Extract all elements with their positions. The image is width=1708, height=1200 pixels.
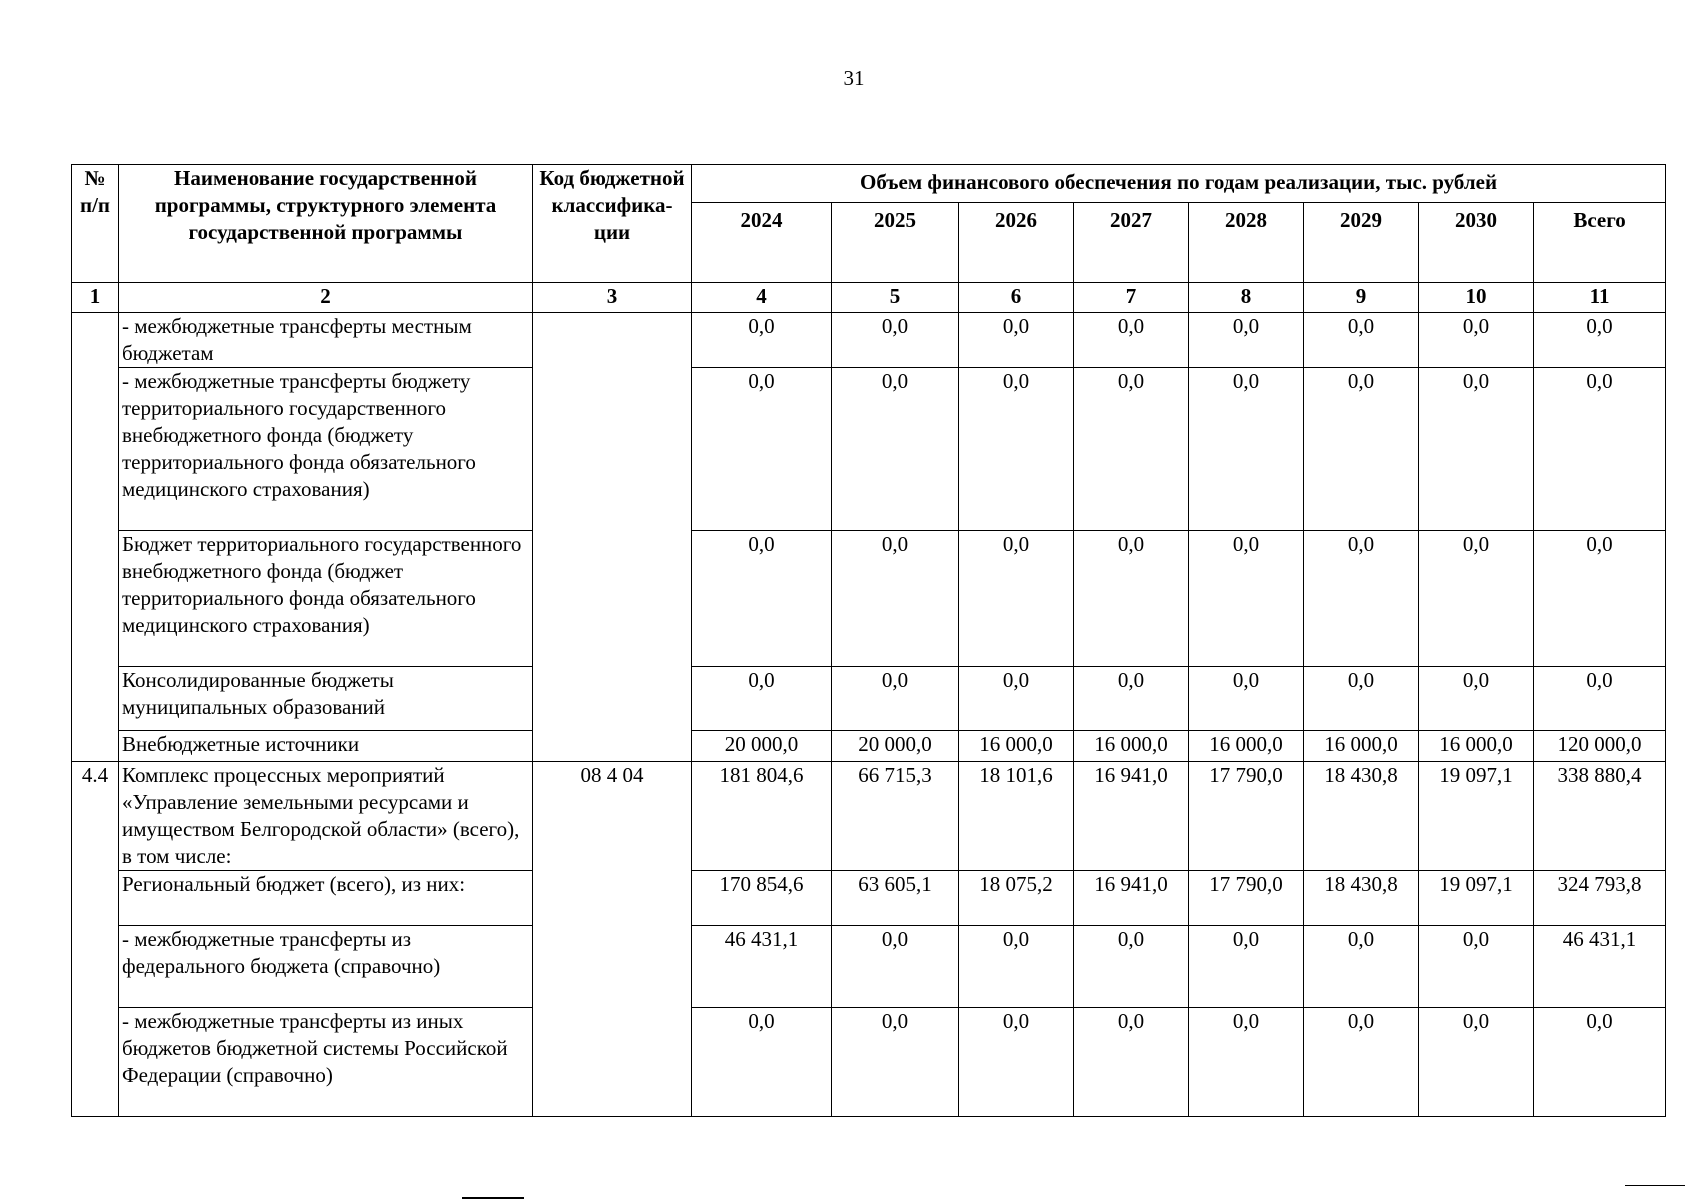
row-value: 0,0: [1534, 1008, 1666, 1117]
page-number: 31: [843, 66, 865, 90]
table-row: [72, 531, 1666, 667]
row-value: 17 790,0: [1189, 762, 1304, 871]
scan-artifact-line: [1625, 1185, 1685, 1186]
header-year: 2030: [1419, 203, 1534, 283]
scan-artifact-line: [462, 1197, 524, 1199]
row-value: 0,0: [1304, 926, 1419, 1008]
row-name: - межбюджетные трансферты местным бюджетам: [119, 313, 533, 368]
row-value: 0,0: [959, 926, 1074, 1008]
row-value: 0,0: [1534, 368, 1666, 531]
row-value: 0,0: [1074, 531, 1189, 667]
row-value: 0,0: [1419, 926, 1534, 1008]
table-row: [72, 368, 1666, 531]
row-value: 18 430,8: [1304, 762, 1419, 871]
column-number: 2: [119, 283, 533, 313]
column-number: 3: [533, 283, 692, 313]
row-npp: 4.4: [72, 762, 119, 1117]
row-name: - межбюджетные трансферты бюджету территориального государственного внебюджетного фонда (бюджету территориального фонда обязательного медицинского страхования): [119, 368, 533, 531]
header-name: Наименование государственной программы, структурного элемента государственной программы: [119, 165, 533, 283]
row-value: 16 941,0: [1074, 762, 1189, 871]
row-value: 0,0: [1189, 368, 1304, 531]
row-value: 0,0: [692, 667, 832, 731]
header-volume: Объем финансового обеспечения по годам реализации, тыс. рублей: [692, 165, 1666, 203]
row-value: 16 941,0: [1074, 871, 1189, 926]
row-value: 18 430,8: [1304, 871, 1419, 926]
header-year: 2024: [692, 203, 832, 283]
column-number: 8: [1189, 283, 1304, 313]
row-value: 66 715,3: [832, 762, 959, 871]
column-number: 5: [832, 283, 959, 313]
row-value: 0,0: [1074, 1008, 1189, 1117]
row-value: 0,0: [1189, 926, 1304, 1008]
row-value: 0,0: [1189, 1008, 1304, 1117]
row-value: 0,0: [1304, 1008, 1419, 1117]
row-value: 0,0: [832, 531, 959, 667]
row-name: Консолидированные бюджеты муниципальных образований: [119, 667, 533, 731]
row-value: 0,0: [832, 368, 959, 531]
row-value: 0,0: [1074, 926, 1189, 1008]
header-total: Всего: [1534, 203, 1666, 283]
row-value: 181 804,6: [692, 762, 832, 871]
column-numbers-row: [72, 283, 1666, 313]
row-name: Региональный бюджет (всего), из них:: [119, 871, 533, 926]
row-value: 0,0: [1189, 531, 1304, 667]
header-year: 2029: [1304, 203, 1419, 283]
row-value: 0,0: [832, 313, 959, 368]
row-value: 0,0: [1304, 531, 1419, 667]
row-name: Бюджет территориального государственного внебюджетного фонда (бюджет территориального фонда обязательного медицинского страхования): [119, 531, 533, 667]
table-row: [72, 926, 1666, 1008]
row-value: 0,0: [1304, 313, 1419, 368]
row-value: 0,0: [959, 313, 1074, 368]
row-value: 0,0: [692, 313, 832, 368]
column-number: 6: [959, 283, 1074, 313]
row-npp-empty: [72, 313, 119, 762]
header-code: Код бюджетной классифика-ции: [533, 165, 692, 283]
row-value: 18 075,2: [959, 871, 1074, 926]
row-value: 0,0: [1074, 313, 1189, 368]
row-value: 0,0: [1534, 667, 1666, 731]
row-value: 16 000,0: [1189, 731, 1304, 762]
row-value: 0,0: [1074, 667, 1189, 731]
row-value: 0,0: [1534, 531, 1666, 667]
header-npp: № п/п: [72, 165, 119, 283]
row-value: 0,0: [959, 368, 1074, 531]
row-value: 120 000,0: [1534, 731, 1666, 762]
row-value: 16 000,0: [1304, 731, 1419, 762]
row-name: - межбюджетные трансферты из федерального бюджета (справочно): [119, 926, 533, 1008]
row-name: Внебюджетные источники: [119, 731, 533, 762]
column-number: 11: [1534, 283, 1666, 313]
row-value: 170 854,6: [692, 871, 832, 926]
header-year: 2027: [1074, 203, 1189, 283]
row-value: 20 000,0: [832, 731, 959, 762]
row-value: 338 880,4: [1534, 762, 1666, 871]
row-value: 17 790,0: [1189, 871, 1304, 926]
row-value: 0,0: [959, 1008, 1074, 1117]
table-row: [72, 313, 1666, 368]
header-year: 2026: [959, 203, 1074, 283]
row-name: - межбюджетные трансферты из иных бюджетов бюджетной системы Российской Федерации (справочно): [119, 1008, 533, 1117]
row-value: 0,0: [1419, 1008, 1534, 1117]
header-year: 2028: [1189, 203, 1304, 283]
row-value: 0,0: [1419, 667, 1534, 731]
header-year: 2025: [832, 203, 959, 283]
row-value: 324 793,8: [1534, 871, 1666, 926]
row-value: 46 431,1: [1534, 926, 1666, 1008]
row-value: 0,0: [1074, 368, 1189, 531]
row-value: 0,0: [832, 667, 959, 731]
row-value: 0,0: [959, 667, 1074, 731]
row-value: 0,0: [1189, 313, 1304, 368]
row-value: 18 101,6: [959, 762, 1074, 871]
row-value: 0,0: [832, 1008, 959, 1117]
column-number: 7: [1074, 283, 1189, 313]
row-value: 0,0: [1304, 368, 1419, 531]
table-row: [72, 1008, 1666, 1117]
row-value: 0,0: [1419, 313, 1534, 368]
row-value: 16 000,0: [1074, 731, 1189, 762]
row-value: 0,0: [959, 531, 1074, 667]
header-row-1: [72, 165, 1666, 203]
column-number: 9: [1304, 283, 1419, 313]
column-number: 4: [692, 283, 832, 313]
row-value: 20 000,0: [692, 731, 832, 762]
row-value: 0,0: [1419, 368, 1534, 531]
table-row: [72, 762, 1666, 871]
row-value: 46 431,1: [692, 926, 832, 1008]
column-number: 10: [1419, 283, 1534, 313]
row-value: 63 605,1: [832, 871, 959, 926]
row-value: 19 097,1: [1419, 871, 1534, 926]
table-row: [72, 871, 1666, 926]
row-value: 0,0: [692, 368, 832, 531]
row-value: 0,0: [692, 1008, 832, 1117]
row-value: 19 097,1: [1419, 762, 1534, 871]
row-code: 08 4 04: [533, 762, 692, 1117]
table-row: [72, 667, 1666, 731]
table-row: [72, 731, 1666, 762]
row-value: 0,0: [1534, 313, 1666, 368]
row-code-empty: [533, 313, 692, 762]
row-value: 16 000,0: [959, 731, 1074, 762]
row-value: 0,0: [1189, 667, 1304, 731]
row-value: 0,0: [692, 531, 832, 667]
financing-table: [71, 164, 1666, 1117]
row-value: 0,0: [1304, 667, 1419, 731]
row-value: 16 000,0: [1419, 731, 1534, 762]
row-value: 0,0: [1419, 531, 1534, 667]
row-value: 0,0: [832, 926, 959, 1008]
column-number: 1: [72, 283, 119, 313]
row-name: Комплекс процессных мероприятий «Управление земельными ресурсами и имуществом Белгородской области» (всего), в том числе:: [119, 762, 533, 871]
